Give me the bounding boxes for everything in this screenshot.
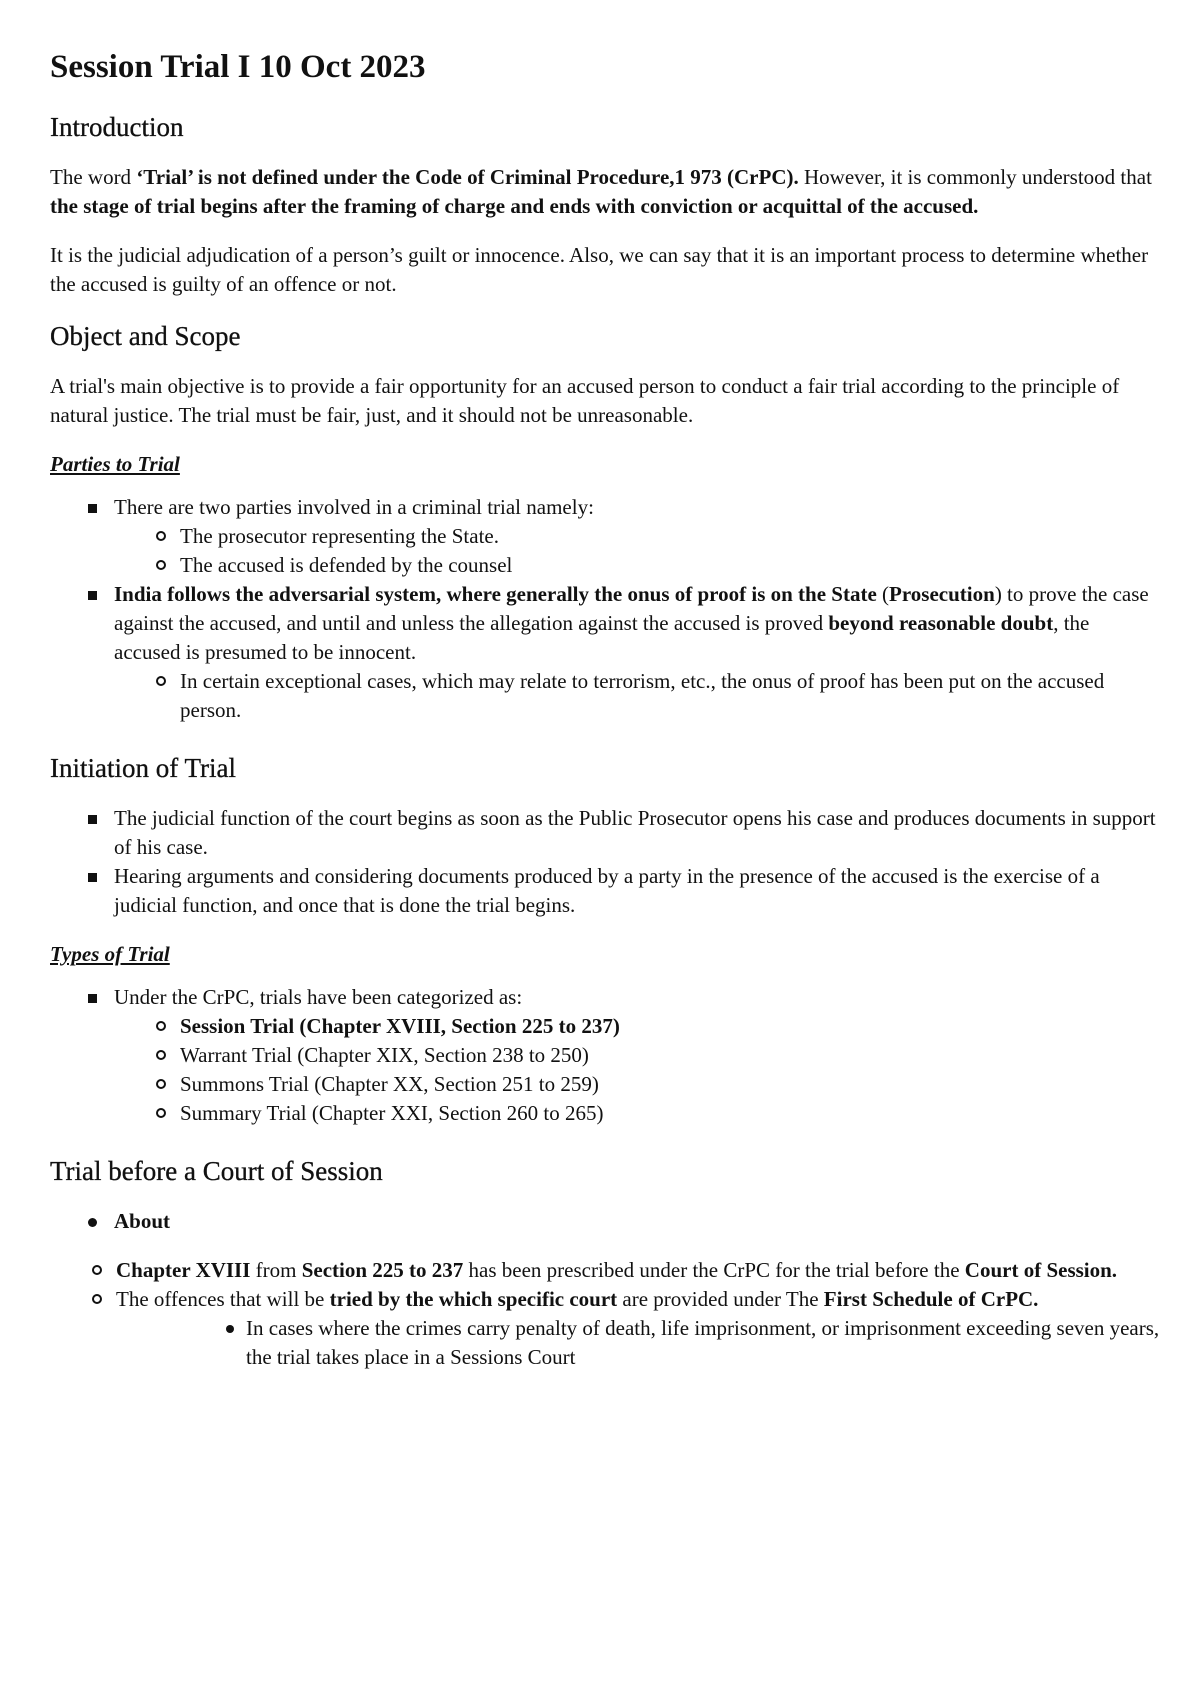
heading-introduction: Introduction — [50, 111, 184, 142]
list-item — [50, 580, 1160, 725]
bold-text: First Schedule of CrPC. — [823, 1286, 1039, 1311]
heading-initiation: Initiation of Trial — [50, 752, 237, 783]
heading-session-court: Trial before a Court of Session — [50, 1155, 383, 1186]
list-item: In cases where the crimes carry penalty of death, life imprisonment, or imprisonment exceeding seven years, the trial takes place in a Sessions Court — [50, 1314, 1160, 1372]
text: Under the CrPC, trials have been categorized as: — [114, 984, 523, 1009]
text: There are two parties involved in a criminal trial namely: — [114, 494, 594, 519]
text: The offences that will be — [116, 1286, 330, 1311]
bold-text: Session Trial (Chapter XVIII, Section 225 to 237) — [180, 1013, 620, 1038]
bold-text: About — [114, 1208, 171, 1233]
subheading-parties: Parties to Trial — [50, 451, 180, 476]
subheading-types: Types of Trial — [50, 941, 170, 966]
list-item: Summons Trial (Chapter XX, Section 251 to 259) — [114, 1070, 1160, 1099]
list-item: The judicial function of the court begins as soon as the Public Prosecutor opens his case and produces documents in support of his case. — [50, 804, 1160, 862]
heading-object-scope: Object and Scope — [50, 320, 241, 351]
text: However, it is commonly understood that — [798, 164, 1152, 189]
list-item: The accused is defended by the counsel — [114, 551, 1160, 580]
bold-text: the stage of trial begins after the framing of charge and ends with conviction or acquittal of the accused. — [50, 193, 979, 218]
bold-text: Section 225 to 237 — [301, 1257, 464, 1282]
session-list — [50, 1207, 1160, 1236]
bold-text: Chapter XVIII — [116, 1257, 251, 1282]
intro-paragraph-1 — [50, 163, 1160, 221]
text: has been prescribed under the CrPC for the trial before the — [463, 1257, 965, 1282]
bold-text: tried by the which specific court — [329, 1286, 618, 1311]
bold-text: India follows the adversarial system, where generally the onus of proof is on the State — [114, 581, 877, 606]
list-item — [50, 1207, 1160, 1236]
list-item: Hearing arguments and considering documents produced by a party in the presence of the accused is the exercise of a judicial function, and once that is done the trial begins. — [50, 862, 1160, 920]
bold-text: Court of Session. — [964, 1257, 1118, 1282]
text: from — [250, 1257, 302, 1282]
sub-list — [114, 522, 1160, 580]
bold-text: Prosecution — [889, 581, 995, 606]
initiation-list — [50, 804, 1160, 920]
text: ( — [876, 581, 890, 606]
sub-list — [114, 1012, 1160, 1128]
list-item: The prosecutor representing the State. — [114, 522, 1160, 551]
object-paragraph: A trial's main objective is to provide a fair opportunity for an accused person to conduct a fair trial according to the principle of natural justice. The trial must be fair, just, and it should not be unreasonable. — [50, 373, 1120, 427]
list-item — [114, 1012, 1160, 1041]
sub-list — [114, 667, 1160, 725]
document-page — [50, 48, 1160, 1372]
bold-text: beyond reasonable doubt — [828, 610, 1054, 635]
list-item: Summary Trial (Chapter XXI, Section 260 to 265) — [114, 1099, 1160, 1128]
list-item: Warrant Trial (Chapter XIX, Section 238 to 250) — [114, 1041, 1160, 1070]
types-list — [50, 983, 1160, 1128]
intro-paragraph-2: It is the judicial adjudication of a person’s guilt or innocence. Also, we can say that it is an important process to determine whether the accused is guilty of an offence or not. — [50, 242, 1149, 296]
session-sub-list — [50, 1256, 1160, 1372]
list-item — [50, 1256, 1160, 1285]
list-item: In certain exceptional cases, which may relate to terrorism, etc., the onus of proof has been put on the accused person. — [114, 667, 1160, 725]
text: are provided under The — [617, 1286, 824, 1311]
page-title: Session Trial I 10 Oct 2023 — [50, 49, 426, 85]
sub-sub-list — [50, 1314, 1160, 1372]
bold-text: ‘Trial’ is not defined under the Code of Criminal Procedure,1 973 (CrPC). — [136, 164, 799, 189]
text: The word — [50, 164, 137, 189]
list-item — [50, 1285, 1160, 1372]
list-item — [50, 983, 1160, 1128]
text: ) to prove the case against the accused, and until and unless the allegation against the accused is proved — [114, 581, 1149, 635]
list-item — [50, 493, 1160, 580]
text: , the accused is presumed to be innocent. — [114, 610, 1090, 664]
parties-list — [50, 493, 1160, 725]
